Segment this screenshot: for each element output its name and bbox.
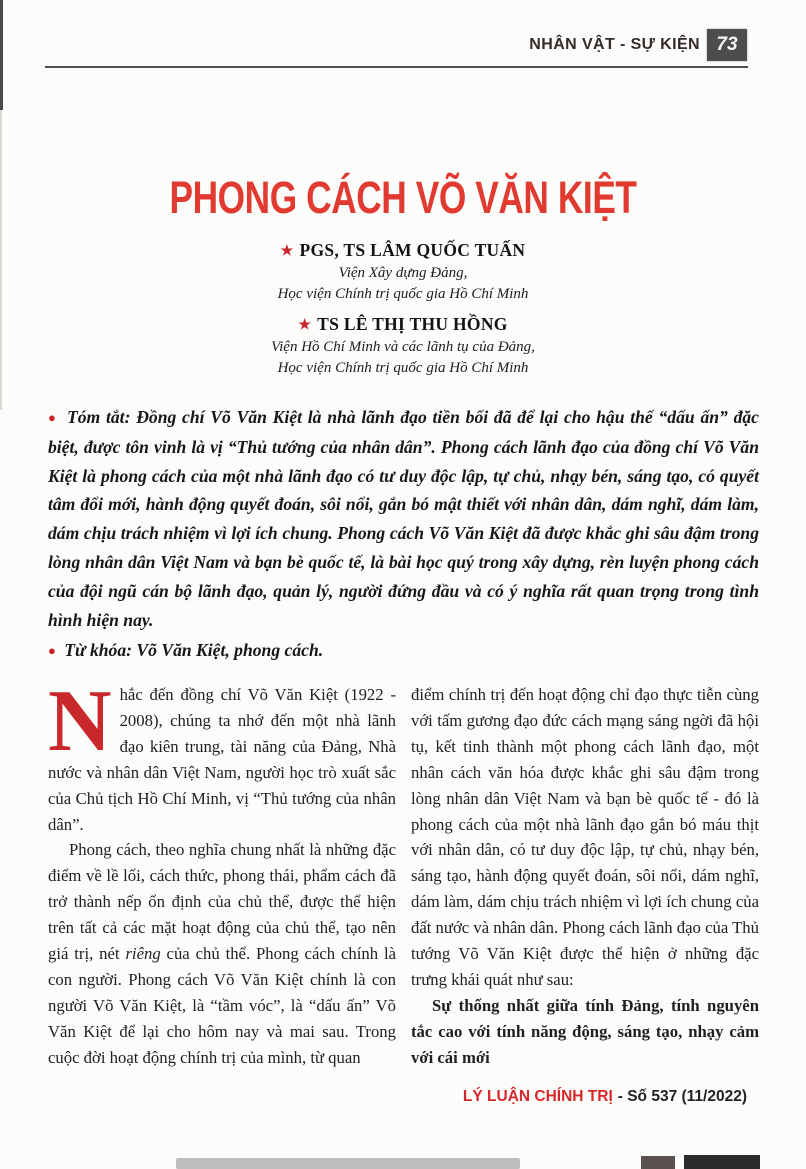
paragraph-4-subheading: Sự thống nhất giữa tính Đảng, tính nguyên tắc cao với tính năng động, sáng tạo, nhạy cảm với cái mới bbox=[411, 995, 759, 1067]
section-header: NHÂN VẬT - SỰ KIỆN bbox=[529, 36, 700, 53]
italic-word: riêng bbox=[125, 944, 161, 964]
author-1-affiliation-line-1: Viện Xây dựng Đảng, bbox=[338, 265, 468, 281]
author-2 bbox=[0, 314, 806, 379]
scan-edge-artifact-soft bbox=[0, 110, 2, 410]
bullet-icon: ● bbox=[48, 643, 56, 658]
scan-smudge-gray bbox=[176, 1158, 520, 1169]
author-2-affiliation-line-1: Viện Hồ Chí Minh và các lãnh tụ của Đảng, bbox=[271, 339, 535, 355]
right-column bbox=[411, 682, 759, 1071]
dropcap: N bbox=[48, 673, 112, 770]
paragraph-2: Phong cách, theo nghĩa chung nhất là những đặc điểm về lề lối, cách thức, phong thái, phẩm cách đã trở thành nếp ổn định của chủ thể, được thể hiện trên tất cả các mặt hoạt động của chủ thể, tạo nên giá trị, nét riêng của chủ thể. Phong cách chính là con người. Phong cách Võ Văn Kiệt chính là con người Võ Văn Kiệt, là “tầm vóc”, là “dấu ấn” Võ Văn Kiệt để lại cho hôm nay và mai sau. Trong cuộc đời hoạt động chính trị của mình, từ quan bbox=[48, 840, 396, 1067]
keywords-label: Từ khóa: bbox=[64, 640, 132, 660]
bullet-icon: ● bbox=[48, 410, 58, 425]
scan-smudge-dark bbox=[684, 1155, 760, 1169]
journal-name: LÝ LUẬN CHÍNH TRỊ bbox=[462, 1088, 613, 1105]
scan-smudge-dark bbox=[641, 1156, 675, 1169]
paragraph-3: điểm chính trị đến hoạt động chỉ đạo thực tiễn cùng với tấm gương đạo đức cách mạng sáng ngời đã hội tụ, kết tinh thành một phong cách lãnh đạo, một nhân cách văn hóa được khắc ghi sâu đậm trong lòng nhân dân Việt Nam và bạn bè quốc tế - đó là phong cách của một nhà lãnh đạo gắn bó máu thịt với nhân dân, có tư duy độc lập, tự chủ, nhạy bén, sáng tạo, hành động quyết đoán, sôi nổi, dám nghĩ, dám làm, dám chịu trách nhiệm vì lợi ích chung của đất nước và nhân dân. Phong cách lãnh đạo của Thủ tướng Võ Văn Kiệt được thể hiện ở những đặc trưng khái quát như sau: bbox=[411, 685, 759, 989]
header-rule bbox=[45, 66, 748, 68]
body-columns bbox=[48, 673, 759, 1071]
paragraph-1: Nhắc đến đồng chí Võ Văn Kiệt (1922 - 2008), chúng ta nhớ đến một nhà lãnh đạo kiên trung, tài năng của Đảng, Nhà nước và nhân dân Việt Nam, người học trò xuất sắc của Chủ tịch Hồ Chí Minh, vị “Thủ tướng của nhân dân”. bbox=[48, 673, 396, 834]
keywords bbox=[48, 640, 759, 661]
author-2-name: ★ TS LÊ THỊ THU HỒNG bbox=[298, 314, 508, 334]
left-column bbox=[48, 673, 396, 1071]
abstract-text: Đồng chí Võ Văn Kiệt là nhà lãnh đạo tiền bối đã để lại cho hậu thế “dấu ấn” đặc biệt, được tôn vinh là vị “Thủ tướng của nhân dân”. Phong cách lãnh đạo của đồng chí Võ Văn Kiệt là phong cách của một nhà lãnh đạo có tư duy độc lập, tự chủ, nhạy bén, sáng tạo, có quyết tâm đổi mới, hành động quyết đoán, sôi nổi, gắn bó mật thiết với nhân dân, dám nghĩ, dám làm, dám chịu trách nhiệm vì lợi ích chung. Phong cách Võ Văn Kiệt đã được khắc ghi sâu đậm trong lòng nhân dân Việt Nam và bạn bè quốc tế, là bài học quý trong xây dựng, rèn luyện phong cách của đội ngũ cán bộ lãnh đạo, quản lý, người đứng đầu và có ý nghĩa rất quan trọng trong tình hình hiện nay. bbox=[48, 407, 759, 630]
authors-block bbox=[0, 240, 806, 388]
abstract bbox=[48, 403, 759, 634]
author-2-affiliation-line-2: Học viện Chính trị quốc gia Hồ Chí Minh bbox=[277, 360, 529, 376]
issue-number: - Số 537 (11/2022) bbox=[617, 1088, 747, 1105]
keywords-text: Võ Văn Kiệt, phong cách. bbox=[136, 640, 324, 660]
star-icon: ★ bbox=[298, 318, 312, 333]
page-number-badge: 73 bbox=[707, 29, 747, 61]
scan-edge-artifact bbox=[0, 0, 3, 110]
article-title: PHONG CÁCH VÕ VĂN KIỆT bbox=[169, 172, 637, 223]
footer bbox=[0, 1088, 747, 1106]
author-1-name: ★ PGS, TS LÂM QUỐC TUẤN bbox=[280, 240, 526, 260]
star-icon: ★ bbox=[280, 244, 294, 259]
author-1-affiliation-line-2: Học viện Chính trị quốc gia Hồ Chí Minh bbox=[277, 286, 529, 302]
abstract-label: Tóm tắt: bbox=[67, 407, 131, 427]
author-1 bbox=[0, 240, 806, 305]
